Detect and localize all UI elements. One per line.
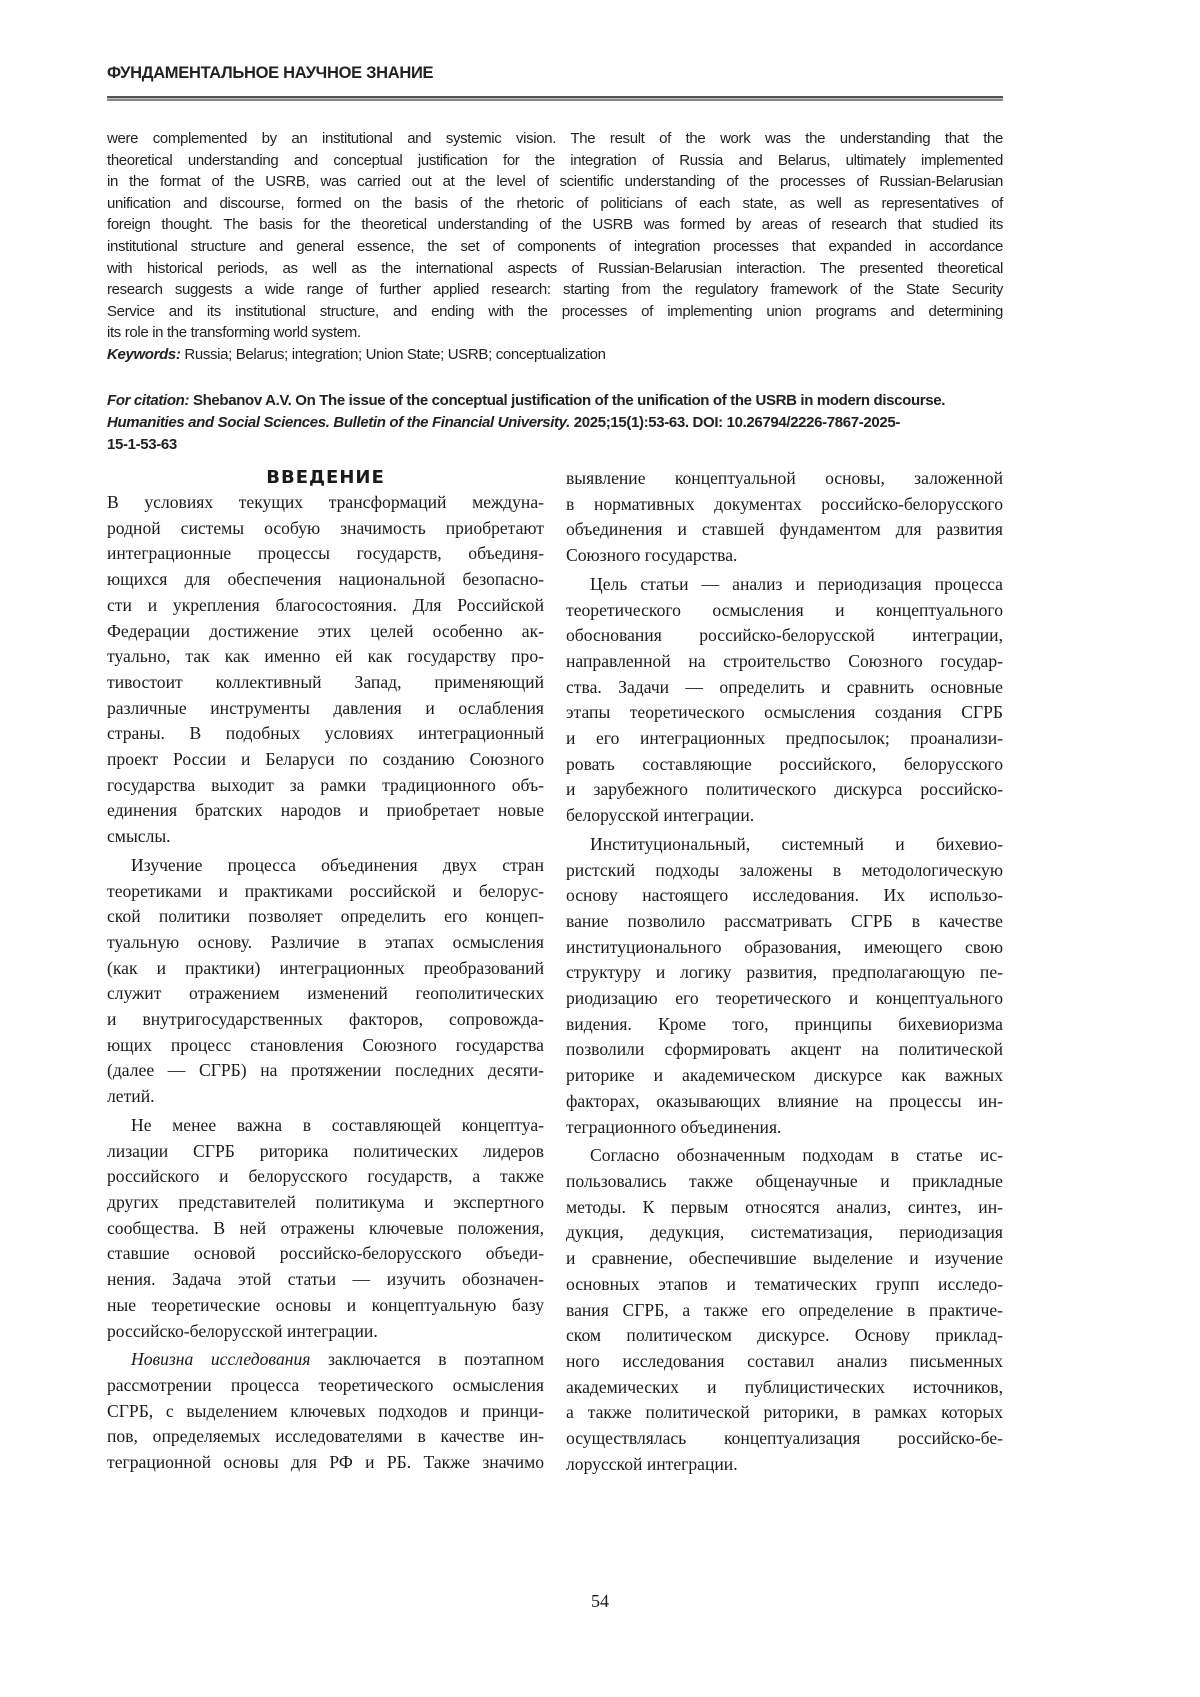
text-line: в нормативных документах российско-белорусского [566,492,1003,518]
keywords-text: Russia; Belarus; integration; Union State; USRB; conceptualization [181,346,606,363]
text-line: институционального образования, имеющего свою [566,935,1003,961]
left-column [107,466,544,1479]
text-line: Изучение процесса объединения двух стран [107,853,544,879]
text-line: СГРБ, с выделением ключевых подходов и принци- [107,1399,544,1425]
paragraph [107,1347,544,1476]
text-line: методы. К первым относятся анализ, синтез, ин- [566,1195,1003,1221]
abstract-line: institutional structure and general essence, the set of components of integration processes that expanded in accordance [107,236,1003,258]
text-line: смыслы. [107,824,544,850]
text-line: пользовались также общенаучные и прикладные [566,1169,1003,1195]
text-line: ском политическом дискурсе. Основу приклад- [566,1323,1003,1349]
text-line: интеграционные процессы государств, объединя- [107,541,544,567]
text-line: видения. Кроме того, принципы бихевиоризма [566,1012,1003,1038]
text-line: теграционного объединения. [566,1115,1003,1141]
text-line: Не менее важна в составляющей концептуа- [107,1113,544,1139]
abstract [107,128,1003,366]
text-line: этапы теоретического осмысления создания СГРБ [566,700,1003,726]
text-line: теоретиками и практиками российской и белорус- [107,879,544,905]
section-heading: ВВЕДЕНИЕ [107,466,544,490]
text-line: ные теоретические основы и концептуальную базу [107,1293,544,1319]
text-line: ровать составляющие российского, белорусского [566,752,1003,778]
abstract-line: foreign thought. The basis for the theoretical understanding of the USRB was formed by areas of research that studied its [107,214,1003,236]
abstract-line: unification and discourse, formed on the basis of the rhetoric of politicians of each state, as well as representatives of [107,193,1003,215]
text-line: лорусской интеграции. [566,1452,1003,1478]
text-line: осуществлялась концептуализация российско-бе- [566,1426,1003,1452]
text-line: направленной на строительство Союзного государ- [566,649,1003,675]
text-line: выявление концептуальной основы, заложенной [566,466,1003,492]
citation-label: For citation: [107,392,189,409]
text-line: ристский подходы заложены в методологическую [566,858,1003,884]
text-line: единения братских народов и приобретает новые [107,798,544,824]
citation [107,390,1003,456]
text-line: (далее — СГРБ) на протяжении последних десяти- [107,1058,544,1084]
text-line: риодизацию его теоретического и концептуального [566,986,1003,1012]
text-line: служит отражением изменений геополитических [107,981,544,1007]
text-line: вание позволило рассматривать СГРБ в качестве [566,909,1003,935]
citation-journal: Humanities and Social Sciences. Bulletin of the Financial University. [107,414,570,431]
text-line: родной системы особую значимость приобретают [107,516,544,542]
text-line: Институциональный, системный и бихевио- [566,832,1003,858]
header-rule [107,96,1003,101]
paragraph [566,832,1003,1140]
text-line: объединения и ставшей фундаментом для развития [566,517,1003,543]
text-line: Федерации достижение этих целей особенно ак- [107,619,544,645]
text-line: вания СГРБ, а также его определение в практиче- [566,1298,1003,1324]
text-line: академических и публицистических источников, [566,1375,1003,1401]
text-line: структуру и логику развития, предполагающую пе- [566,960,1003,986]
text-line: нения. Задача этой статьи — изучить обозначен- [107,1267,544,1293]
abstract-line: theoretical understanding and conceptual justification for the integration of Russia and Belarus, ultimately implemented [107,150,1003,172]
text-line: а также политической риторики, в рамках которых [566,1400,1003,1426]
italic-lead: Новизна исследования [131,1349,310,1369]
abstract-line: in the format of the USRB, was carried out at the level of scientific understanding of the processes of Russian-Belarusian [107,171,1003,193]
text-line: российско-белорусской интеграции. [107,1319,544,1345]
text-line: основных этапов и тематических групп исследо- [566,1272,1003,1298]
text-line: государства выходит за рамки традиционного объ- [107,773,544,799]
text-line: ющих процесс становления Союзного государства [107,1033,544,1059]
abstract-lines [107,128,1003,344]
paragraph [107,853,544,1110]
paragraph [107,1113,544,1344]
text-line: дукция, дедукция, систематизация, периодизация [566,1220,1003,1246]
keywords-label: Keywords: [107,346,181,363]
text-line: основу настоящего исследования. Их использо- [566,883,1003,909]
paragraph [566,466,1003,569]
text-line: туально, так как именно ей как государству про- [107,644,544,670]
text-line: и сравнение, обеспечившие выделение и изучение [566,1246,1003,1272]
text-line: Согласно обозначенным подходам в статье ис- [566,1143,1003,1169]
page-number: 54 [0,1591,1200,1612]
text-line: Цель статьи — анализ и периодизация процесса [566,572,1003,598]
text-line: факторах, оказывающих влияние на процессы ин- [566,1089,1003,1115]
running-header: ФУНДАМЕНТАЛЬНОЕ НАУЧНОЕ ЗНАНИЕ [107,64,433,83]
paragraph [566,572,1003,829]
text-line: ства. Задачи — определить и сравнить основные [566,675,1003,701]
citation-doi-cont: 15-1-53-63 [107,436,177,453]
text-line: других представителей политикума и экспертного [107,1190,544,1216]
keywords [107,344,1003,366]
text-line: проект России и Беларуси по созданию Союзного [107,747,544,773]
left-paragraphs [107,490,544,1476]
text-line: Новизна исследования заключается в поэтапном [107,1347,544,1373]
text-line: (как и практики) интеграционных преобразований [107,956,544,982]
text-line: ской политики позволяет определить его концеп- [107,904,544,930]
text-line: риторике и академическом дискурсе как важных [566,1063,1003,1089]
right-paragraphs [566,466,1003,1477]
text-line: туальную основу. Различие в этапах осмысления [107,930,544,956]
paragraph [107,490,544,850]
text-line: пов, определяемых исследователями в качестве ин- [107,1424,544,1450]
text-line: обоснования российско-белорусской интеграции, [566,623,1003,649]
abstract-line: its role in the transforming world system. [107,322,1003,344]
right-column [566,466,1003,1480]
abstract-line: with historical periods, as well as the international aspects of Russian-Belarusian interaction. The presented theoretical [107,258,1003,280]
paragraph [566,1143,1003,1477]
text-line: сообщества. В ней отражены ключевые положения, [107,1216,544,1242]
abstract-line: were complemented by an institutional and systemic vision. The result of the work was the understanding that the [107,128,1003,150]
text-line: Союзного государства. [566,543,1003,569]
text-line: ющихся для обеспечения национальной безопасно- [107,567,544,593]
text-line: российского и белорусского государств, а также [107,1164,544,1190]
text-line: ставшие основой российско-белорусского объеди- [107,1241,544,1267]
text-line: страны. В подобных условиях интеграционный [107,721,544,747]
text-line: ного исследования составил анализ письменных [566,1349,1003,1375]
text-line: рассмотрении процесса теоретического осмысления [107,1373,544,1399]
abstract-line: Service and its institutional structure, and ending with the processes of implementing union programs and determining [107,301,1003,323]
text-line: лизации СГРБ риторика политических лидеров [107,1139,544,1165]
citation-doi: 2025;15(1):53-63. DOI: 10.26794/2226-7867-2025- [570,414,900,431]
text-line: сти и укрепления благосостояния. Для Российской [107,593,544,619]
text-line: и зарубежного политического дискурса российско- [566,777,1003,803]
text-line: позволили сформировать акцент на политической [566,1037,1003,1063]
text-line: различные инструменты давления и ослабления [107,696,544,722]
text-line: и внутригосударственных факторов, сопровожда- [107,1007,544,1033]
text-line: теграционной основы для РФ и РБ. Также значимо [107,1450,544,1476]
text-line: белорусской интеграции. [566,803,1003,829]
abstract-line: research suggests a wide range of further applied research: starting from the regulatory framework of the State Security [107,279,1003,301]
text-line: и его интеграционных предпосылок; проанализи- [566,726,1003,752]
text-line: теоретического осмысления и концептуального [566,598,1003,624]
text-line: летий. [107,1084,544,1110]
citation-text: Shebanov A.V. On The issue of the conceptual justification of the unification of the USRB in modern discourse. [189,392,945,409]
text-line: В условиях текущих трансформаций междуна- [107,490,544,516]
text-line: тивостоит коллективный Запад, применяющий [107,670,544,696]
